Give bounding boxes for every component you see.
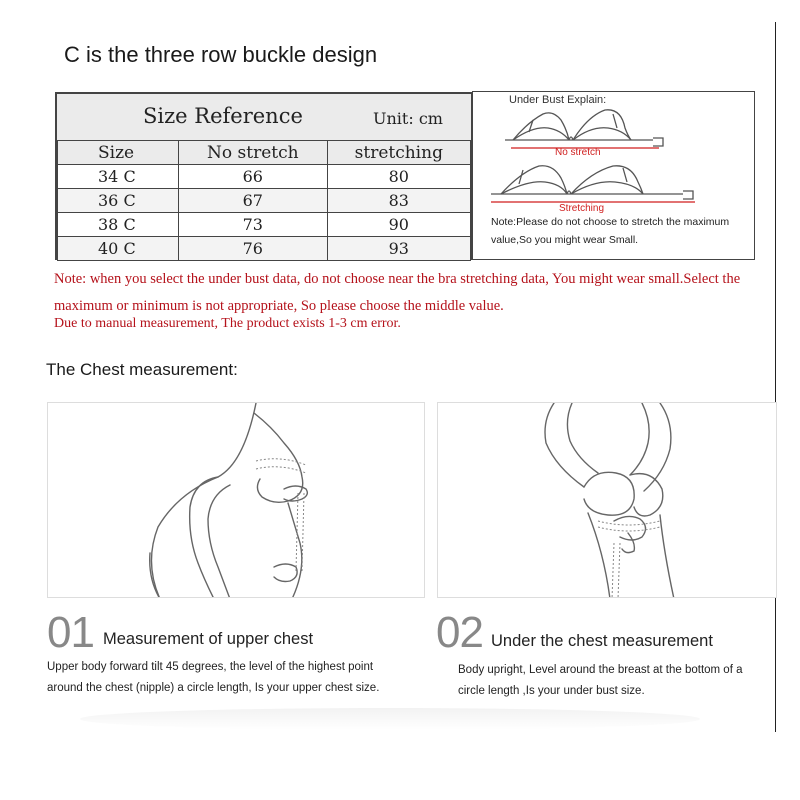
vertical-divider [775, 22, 776, 732]
cell-stretching: 80 [327, 165, 470, 189]
step-title-under-chest: Under the chest measurement [491, 632, 713, 650]
step-description-under-chest: Body upright, Level around the breast at the bottom of a circle length ,Is your under bust size. [458, 664, 743, 697]
step-title-upper-chest: Measurement of upper chest [103, 630, 314, 648]
explain-title: Under Bust Explain: [509, 94, 607, 106]
bra-stretching-drawing [491, 166, 693, 199]
cell-stretching: 93 [327, 237, 470, 261]
cell-size: 38 C [58, 213, 179, 237]
cell-no-stretch: 67 [179, 189, 328, 213]
bra-no-stretch-drawing [505, 110, 663, 146]
step-description-upper-chest: Upper body forward tilt 45 degrees, the level of the highest point around the chest (nipple) a circle length, Is your upper chest size. [47, 661, 380, 694]
step-number-02: 02 [436, 608, 483, 657]
warning-note: Note: when you select the under bust data, do not choose near the bra stretching data, You might wear small.Select the maximum or minimum is not appropriate, So please choose the middle value. [54, 271, 741, 314]
cell-stretching: 83 [327, 189, 470, 213]
under-bust-explain-box [472, 91, 755, 260]
cell-no-stretch: 76 [179, 237, 328, 261]
table-title-row [57, 94, 471, 142]
stretching-label: Stretching [559, 203, 605, 214]
page-heading: C is the three row buckle design [64, 42, 378, 67]
column-header-no-stretch: No stretch [179, 141, 328, 165]
column-header-stretching: stretching [327, 141, 470, 165]
table-header-row [58, 141, 471, 165]
cell-size: 34 C [58, 165, 179, 189]
step-number-01: 01 [47, 608, 94, 657]
cell-stretching: 90 [327, 213, 470, 237]
explain-note: Note:Please do not choose to stretch the maximum value,So you might wear Small. [491, 216, 730, 246]
column-header-size: Size [58, 141, 179, 165]
table-row [58, 165, 471, 189]
upper-chest-figure [48, 403, 425, 598]
under-chest-illustration [437, 402, 777, 598]
table-row [58, 237, 471, 261]
upper-chest-illustration [47, 402, 425, 598]
size-reference-table [55, 92, 473, 260]
no-stretch-label: No stretch [555, 147, 601, 158]
cell-size: 36 C [58, 189, 179, 213]
size-table [57, 140, 471, 261]
table-row [58, 213, 471, 237]
table-row [58, 189, 471, 213]
chest-measurement-label: The Chest measurement: [46, 360, 238, 379]
cell-size: 40 C [58, 237, 179, 261]
cell-no-stretch: 73 [179, 213, 328, 237]
table-title: Size Reference [143, 104, 303, 128]
cell-no-stretch: 66 [179, 165, 328, 189]
error-note: Due to manual measurement, The product exists 1-3 cm error. [54, 316, 401, 331]
table-unit: Unit: cm [373, 109, 443, 128]
under-chest-figure [438, 403, 777, 598]
decorative-shadow [80, 708, 700, 730]
